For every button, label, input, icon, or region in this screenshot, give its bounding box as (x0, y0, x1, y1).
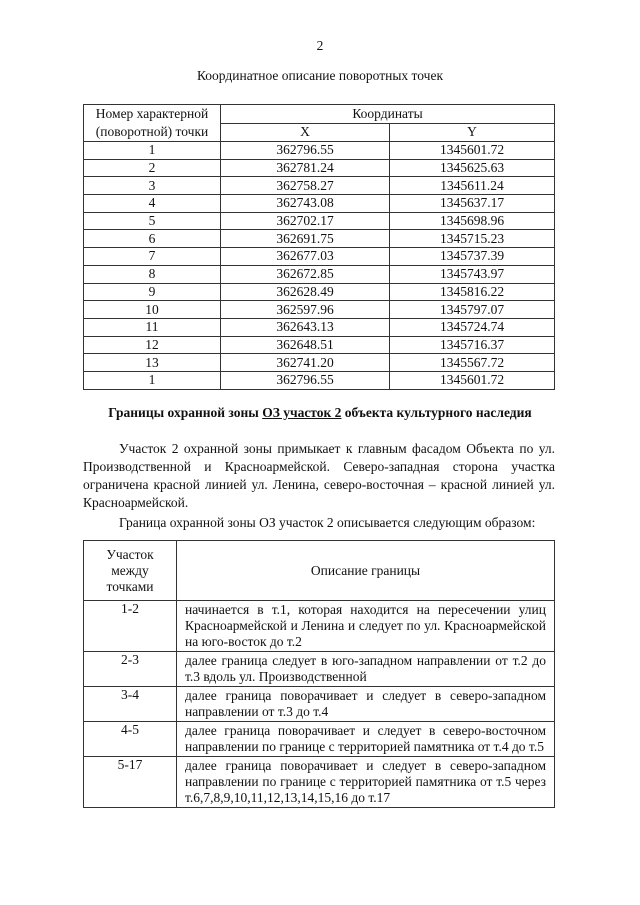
cell-x: 362741.20 (221, 354, 390, 372)
table-row (84, 142, 555, 160)
header-description: Описание границы (177, 541, 555, 601)
cell-x: 362677.03 (221, 248, 390, 266)
table-row (84, 212, 555, 230)
cell-point: 12 (84, 336, 221, 354)
cell-point: 4 (84, 195, 221, 213)
cell-point: 11 (84, 318, 221, 336)
coordinates-table (83, 104, 555, 390)
cell-point: 3 (84, 177, 221, 195)
header-coordinates: Координаты (221, 105, 555, 124)
cell-segment: 1-2 (84, 601, 177, 652)
cell-point: 7 (84, 248, 221, 266)
paragraph-description: Участок 2 охранной зоны примыкает к главным фасадом Объекта по ул. Производственной и Красноармейской. Северо-западная сторона участка ограничена красной линией ул. Ленина, северо-восточная – красной линией ул. Красноармейской. (83, 441, 555, 510)
cell-point: 8 (84, 265, 221, 283)
table-row (84, 318, 555, 336)
cell-x: 362758.27 (221, 177, 390, 195)
header-point-number: Номер характерной (поворотной) точки (84, 105, 221, 142)
table-row (84, 159, 555, 177)
cell-x: 362643.13 (221, 318, 390, 336)
cell-segment: 2-3 (84, 652, 177, 687)
cell-segment: 4-5 (84, 722, 177, 757)
table-row (84, 265, 555, 283)
table-row (84, 687, 555, 722)
cell-x: 362743.08 (221, 195, 390, 213)
cell-segment: 5-17 (84, 757, 177, 808)
cell-x: 362672.85 (221, 265, 390, 283)
cell-x: 362691.75 (221, 230, 390, 248)
table-row (84, 177, 555, 195)
table-row (84, 722, 555, 757)
table-row (84, 354, 555, 372)
cell-x: 362796.55 (221, 142, 390, 160)
section-heading: Границы охранной зоны ОЗ участок 2 объекта культурного наследия (108, 405, 532, 420)
table-row (84, 230, 555, 248)
cell-y: 1345601.72 (390, 142, 555, 160)
cell-point: 1 (84, 371, 221, 389)
cell-x: 362648.51 (221, 336, 390, 354)
cell-point: 5 (84, 212, 221, 230)
cell-x: 362597.96 (221, 301, 390, 319)
cell-point: 2 (84, 159, 221, 177)
paragraph-intro: Граница охранной зоны ОЗ участок 2 описывается следующим образом: (119, 515, 536, 530)
cell-y: 1345816.22 (390, 283, 555, 301)
cell-y: 1345601.72 (390, 371, 555, 389)
header-y: Y (390, 123, 555, 142)
cell-description: начинается в т.1, которая находится на пересечении улиц Красноармейской и Ленина и следует по ул. Красноармейской на юго-восток до т.2 (177, 601, 555, 652)
cell-y: 1345743.97 (390, 265, 555, 283)
cell-point: 1 (84, 142, 221, 160)
cell-x: 362781.24 (221, 159, 390, 177)
table-row (84, 248, 555, 266)
table-row (84, 195, 555, 213)
table-row (84, 301, 555, 319)
cell-description: далее граница поворачивает и следует в северо-западном направлении от т.3 до т.4 (177, 687, 555, 722)
cell-y: 1345797.07 (390, 301, 555, 319)
cell-description: далее граница поворачивает и следует в северо-восточном направлении по границе с территорией памятника от т.4 до т.5 (177, 722, 555, 757)
cell-y: 1345716.37 (390, 336, 555, 354)
cell-y: 1345724.74 (390, 318, 555, 336)
cell-description: далее граница поворачивает и следует в северо-западном направлении по границе с территорией памятника от т.5 через т.6,7,8,9,10,11,12,13,14,15,16 до т.17 (177, 757, 555, 808)
cell-y: 1345611.24 (390, 177, 555, 195)
table-row (84, 601, 555, 652)
cell-y: 1345715.23 (390, 230, 555, 248)
section-subtitle: Координатное описание поворотных точек (196, 68, 444, 83)
table-row (84, 336, 555, 354)
cell-y: 1345567.72 (390, 354, 555, 372)
header-x: X (221, 123, 390, 142)
cell-y: 1345698.96 (390, 212, 555, 230)
cell-x: 362628.49 (221, 283, 390, 301)
table-row (84, 371, 555, 389)
cell-point: 13 (84, 354, 221, 372)
table-row (84, 757, 555, 808)
page-number: 2 (316, 38, 324, 53)
cell-point: 6 (84, 230, 221, 248)
cell-y: 1345637.17 (390, 195, 555, 213)
cell-description: далее граница следует в юго-западном направлении от т.2 до т.3 вдоль ул. Производственной (177, 652, 555, 687)
cell-y: 1345625.63 (390, 159, 555, 177)
cell-y: 1345737.39 (390, 248, 555, 266)
cell-point: 9 (84, 283, 221, 301)
table-row (84, 283, 555, 301)
table-row (84, 652, 555, 687)
boundary-table (83, 540, 555, 808)
cell-point: 10 (84, 301, 221, 319)
cell-x: 362796.55 (221, 371, 390, 389)
cell-segment: 3-4 (84, 687, 177, 722)
header-segment: Участок между точками (84, 541, 177, 601)
cell-x: 362702.17 (221, 212, 390, 230)
